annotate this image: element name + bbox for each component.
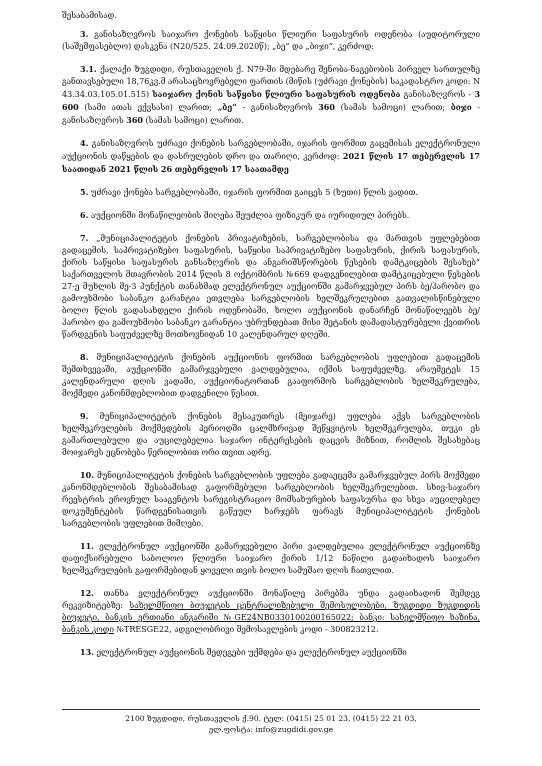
paragraph-number: 6. xyxy=(80,210,89,220)
paragraph-11 xyxy=(62,540,480,577)
paragraph-7 xyxy=(62,232,480,341)
paragraph-number: 13. xyxy=(80,647,94,657)
paragraph-text: „მუნიციპალიტეტის ქონების პრივატიზების, სარგებლობისა და მართვის უფლებებით გადაცემის, საპრივატიზებო საფასურის, საწყისი საპრივატიზებო საფასურის, ქირის საფასურის, ქირის საწყისი საფასურის განსაზღვრის და ანგარიშსწორების წესების დამტკიცების შესახებ“ საქართველოს მთავრობის 2014 წლის 8 ოქტომბრის №669 დადგენილებით დამტკიცებული წესების 27-ე მუხლის მე-3 პუნქტის თანახმად ელექტრონულ აუქციონში გამარჯვებულ პირს ბე/ჰარობო და გამოუხმობი საბანკო გარანტია ეთვლება სარგებლობის ხელშეკრულებით გათვალისწინებული ბოლო წლის გადასახდელი ქირის ოდენობაში, ხოლო აუქციონის დანარჩენ მონაწილეებს ბე/ჰარობო და გამოუხმობი საბანკო გარანტია უბრუნდებათ მისი შეტანის დამადასტურებელი ქვითრის წარდგენის საფუძველზე მოთხოვნიდან 10 კალენდარულ დღეში. xyxy=(62,234,480,339)
paragraph-text: - განისაზღვროს xyxy=(242,103,313,112)
paragraph-text: ელექტრონულ აუქციონის შედეგები უქმდება და ელექტრონულ აუქციონში xyxy=(96,648,407,657)
paragraph-text: მუნიციპალიტეტის ქონების სარგებლობის უფლება გადაეცემა გამარჯვებულ პირს მოქმედი კანონმდებლობის შესაბამისად გაფორმებული სარგებლობის ხელშეკრულებით. სხივ-საჯარო რეესტრის ეროვნულ სააგენტოს სარეგისტრაციო მომსახურების საფასურსა და სხვა აუცილებელ დოკუმენტების წარდგენისათვის გაწეულ ხარჯებს ფარავს მუნიციპალიტეტის ქონების სარგებლობის უფლებით მიმღები. xyxy=(62,471,481,528)
paragraph-text: (სამას სამოცი) ლარით. xyxy=(145,116,244,125)
bank-details-underlined: სახელმწიფო ბიუჯეტის ცენტრალიზებული შემოსულობები, ზუგდიდი ზუგდიდის ბიუჯეტი, ბანკის ერთიანი ანგარიში №GE24NB0330100200165022; ბანკი: სახელმწიფო ხაზინა, ბანკის კოდი xyxy=(62,601,480,634)
paragraph-text: მუნიციპალიტეტის ქონების აუქციონის ფორმით სარგებლობის უფლებით გადაცემის შემთხვევაში, აუქციონში გამარჯვებული ვალდებულია, იქმის საფუძველზე, არაუმეტეს 15 კალენდარული დღის ვადაში, აუქციონატორთან გააფორმოს სარგებლობის ხელშეკრულება, მოქმედი კანონმდებლობით დადგენილი წესით. xyxy=(62,353,480,398)
paragraph-number: 10. xyxy=(80,470,94,480)
paragraph-3 xyxy=(62,28,480,53)
paragraph-text: №TRESGE22, ადგილობრივი შემოსავლების კოდი - 300823212. xyxy=(116,625,379,634)
bold-text: ბიჯი xyxy=(450,102,472,112)
paragraph-number: 3. xyxy=(80,29,89,39)
paragraph-text: მუნიციპალიტეტის ქონების მესაკუთრეს (მეიჯარე) უფლება აქვს სარგებლობის ხელშეკრულების მოქმედების პერიოდში ცალმხრივად შეწყვიტოს ხელშეკრულება, თუკი ეს გამართლებული და აუცილებელია საჯარო ინტერესების დაცვის მიზნით, რომლის შესახებაც მოიჯარეს ეცნობება წერილობით ორი თვით ადრე. xyxy=(62,412,481,457)
bold-text: „ბე“ xyxy=(217,102,237,112)
paragraph-text: აუქციონში მონაწილეობის მიღება შეუძლია ფიზიკურ და იურიდიულ პირებს. xyxy=(90,211,410,220)
paragraph-text: (სამი ათას ექვსასი) ლარით; xyxy=(84,103,213,112)
paragraph-8 xyxy=(62,351,480,400)
paragraph-6 xyxy=(62,209,480,222)
paragraph-text: უძრავი ქონება სარგებლობაში, იჯარის ფორმით გაიცეს 5 (ხუთი) წლის ვადით. xyxy=(90,188,418,197)
paragraph-number: 11. xyxy=(80,541,94,551)
footer-email: ელ.ფოსტა: info@zugdidi.gov.ge xyxy=(208,725,334,734)
paragraph-number: 9. xyxy=(80,411,89,421)
paragraph-5 xyxy=(62,186,480,199)
paragraph-10 xyxy=(62,469,480,530)
page-footer xyxy=(62,713,480,735)
paragraph-text: განისაზღვროს უძრავი ქონების სარგებლობაში, იჯარის ფორმით გაცემისას ელექტრონული აუქციონის დაწყების და დასრულების დრო და თარიღი, კერძოდ: xyxy=(62,139,481,161)
paragraph-9 xyxy=(62,410,480,459)
bold-text: 360 xyxy=(126,115,143,125)
footer-address: 2100 ზუგდიდი, რუსთაველის ქ.90. ტელ: (0415) 25 01 23, (0415) 22 21 03, xyxy=(125,714,417,723)
paragraph-text: თანხა ელექტრონულ აუქციონში მონაწილე პირებმა უნდა გადაიხადონ შემდეგ რეკვიზიტებზე: xyxy=(62,589,481,610)
paragraph-text: განისაზღვროს საიჯარო ქონების საწყისი წლიური საფასურის ოდენობა (აუდიტორული (საშემფასებლო) დასკვნა (N20/525. 24.09.2020წ); „ბე“ და „ბიჯი“, კერძოდ: xyxy=(62,30,480,51)
paragraph-number: 5. xyxy=(80,187,89,197)
paragraph-4 xyxy=(62,137,480,176)
paragraph-number: 12. xyxy=(80,588,94,598)
paragraph-number: 4. xyxy=(80,138,89,148)
paragraph-text: განისაზღვროს - xyxy=(403,90,472,99)
paragraph-number: 7. xyxy=(80,233,89,243)
bold-text: საიჯარო ქონის საწყისი წლიური საფასურის ოდენობა xyxy=(152,89,401,99)
bold-text: 360 xyxy=(318,102,335,112)
paragraph-text: ქალაქი ზუგდიდი, რუსთაველის ქ. N79-ში მდებარე შენობა-ნაგებობის პირველ სართულზე განთავსებული 18,76კვ.მ არასაცხოვრებელი ფართის (მიწის (უძრავი ქონების) საკადასტრო კოდი: N 43.34.03.105.01.515) xyxy=(62,65,481,99)
paragraph-number: 8. xyxy=(80,352,89,362)
footer-divider xyxy=(62,709,480,710)
paragraph-text: - განისაზღვროს xyxy=(62,103,480,125)
paragraph-number: 3.1. xyxy=(80,64,97,74)
intro-text: შესაბამისად. xyxy=(62,11,117,20)
paragraph-3-1 xyxy=(62,63,480,127)
bold-text: 2021 წლის 17 თებერვლის 17 საათიდან 2021 წლის 26 თებერვლის 17 საათამდე xyxy=(62,151,480,174)
paragraph-13 xyxy=(62,646,480,659)
paragraph-12 xyxy=(62,587,480,636)
paragraph-text: ელექტრონულ აუქციონში გამარჯვებული პირი ვალდებულია ელექტრონულ აუქციონზე დაფიქსირებული საბოლოო წლიური საიჯარო ქირის 1/12 ნაწილი გადაიხადოს საიჯარო ხელშეკრულების გაფორმებიდან ყოველი თვის ბოლო სამუშაო დღის ჩათვლით. xyxy=(62,542,480,575)
paragraph-text: (სამას სამოცი) ლარით; xyxy=(340,103,446,112)
bold-text: 3 600 xyxy=(62,89,481,112)
